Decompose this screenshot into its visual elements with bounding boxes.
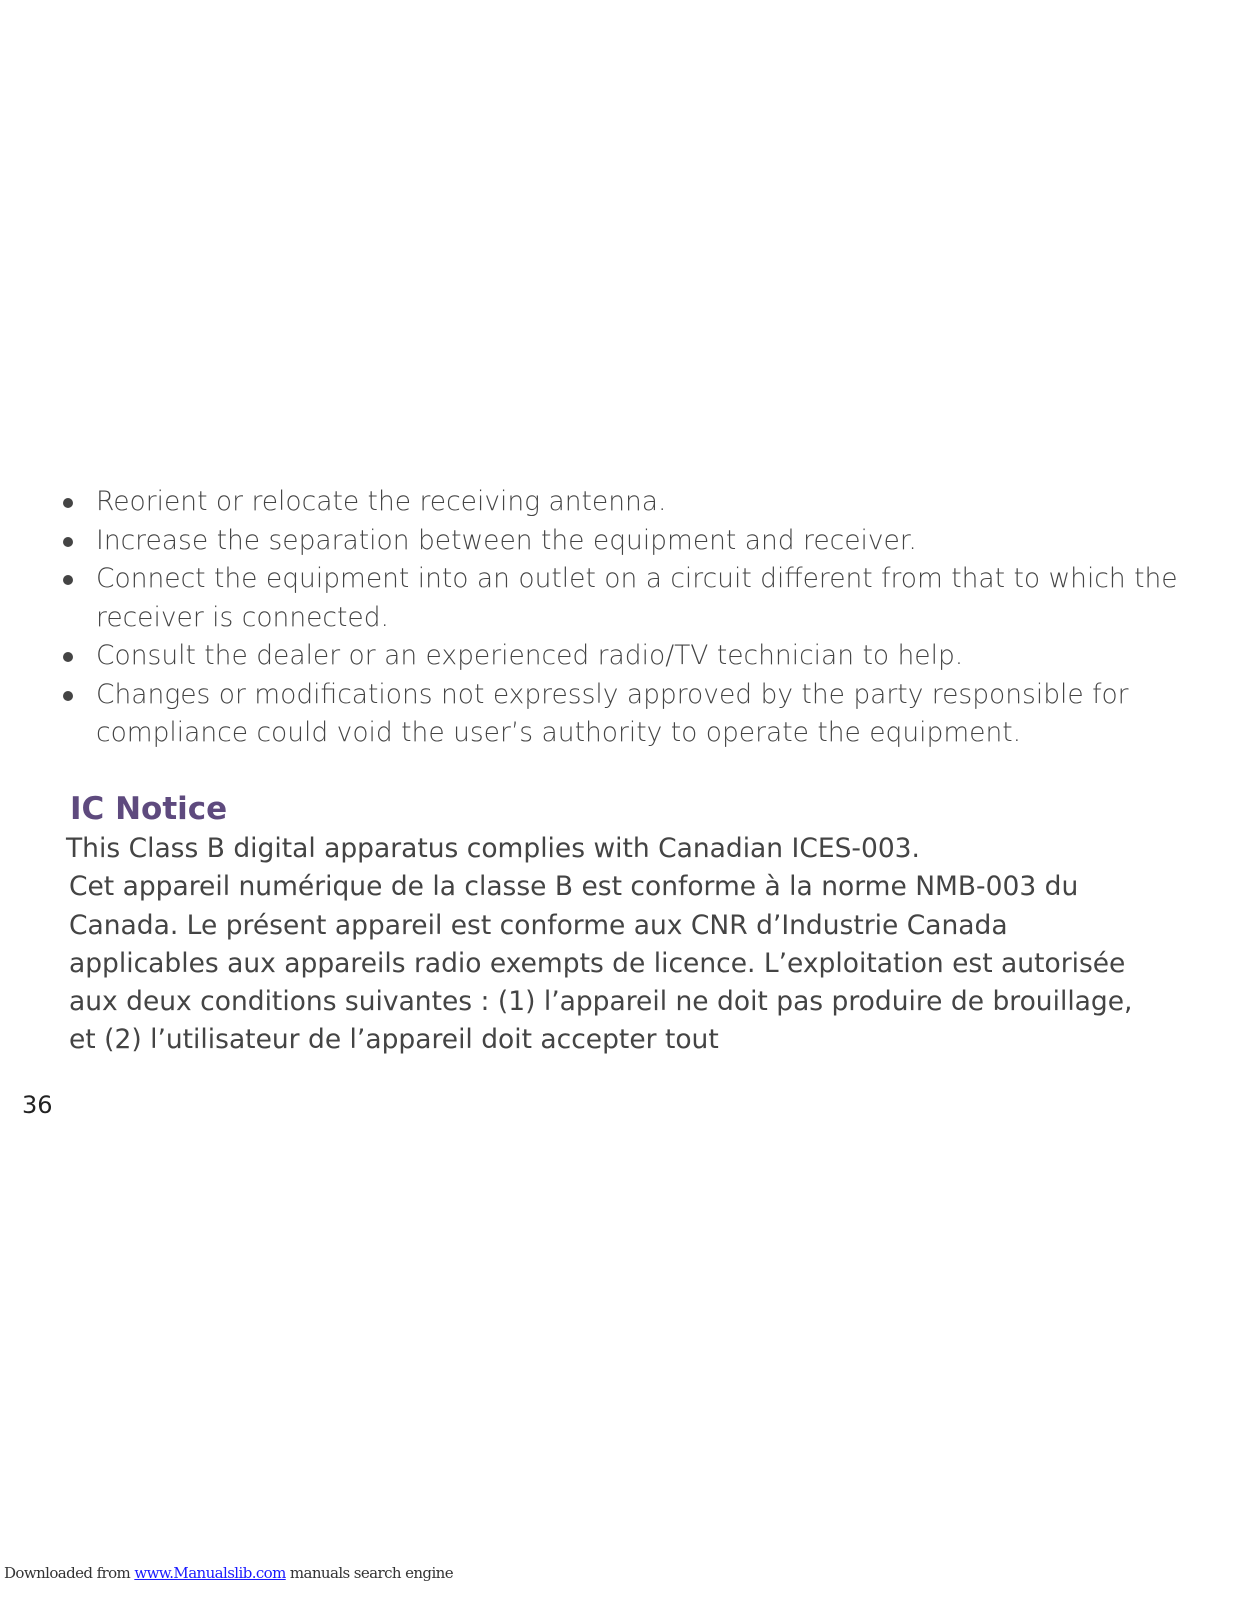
list-item-text: Connect the equipment into an outlet on a circuit different from that to which the receiver is connected.: [96, 563, 1178, 633]
list-item: [60, 676, 1200, 753]
ic-notice-english: This Class B digital apparatus complies with Canadian ICES-003.: [66, 833, 920, 864]
footer-suffix: manuals search engine: [285, 1564, 453, 1582]
list-item-text: Reorient or relocate the receiving antenna.: [96, 486, 667, 517]
list-item-text: Changes or modifications not expressly approved by the party responsible for compliance could void the user’s authority to operate the equipment.: [96, 678, 1129, 748]
list-item-text: Consult the dealer or an experienced radio/TV technician to help.: [96, 640, 964, 671]
manualslib-link[interactable]: www.Manualslib.com: [134, 1564, 286, 1582]
ic-notice-body: [66, 830, 1146, 1060]
list-item-text: Increase the separation between the equipment and receiver.: [96, 524, 917, 556]
ic-notice-heading: IC Notice: [70, 791, 228, 827]
list-item: [60, 483, 1200, 522]
bullet-icon: [63, 498, 73, 508]
list-item: [60, 637, 1200, 676]
ic-notice-french: Cet appareil numérique de la classe B est conforme à la norme NMB-003 du Canada. Le présent appareil est conforme aux CNR d’Industrie Canada applicables aux appareils radio exempts de licence. L’exploitation est autorisée aux deux conditions suivantes : (1) l’appareil ne doit pas produire de brouillage, et (2) l’utilisateur de l’appareil doit accepter tout: [69, 871, 1133, 1056]
bullet-icon: [63, 575, 73, 585]
list-item: [60, 522, 1200, 561]
page-number: 36: [22, 1091, 53, 1119]
list-item: [60, 560, 1200, 637]
bullet-icon: [63, 537, 73, 547]
precaution-list: [60, 483, 1200, 753]
bullet-icon: [63, 652, 73, 662]
download-footer: [4, 1563, 453, 1583]
footer-prefix: Downloaded from: [4, 1564, 135, 1582]
bullet-icon: [63, 691, 73, 701]
